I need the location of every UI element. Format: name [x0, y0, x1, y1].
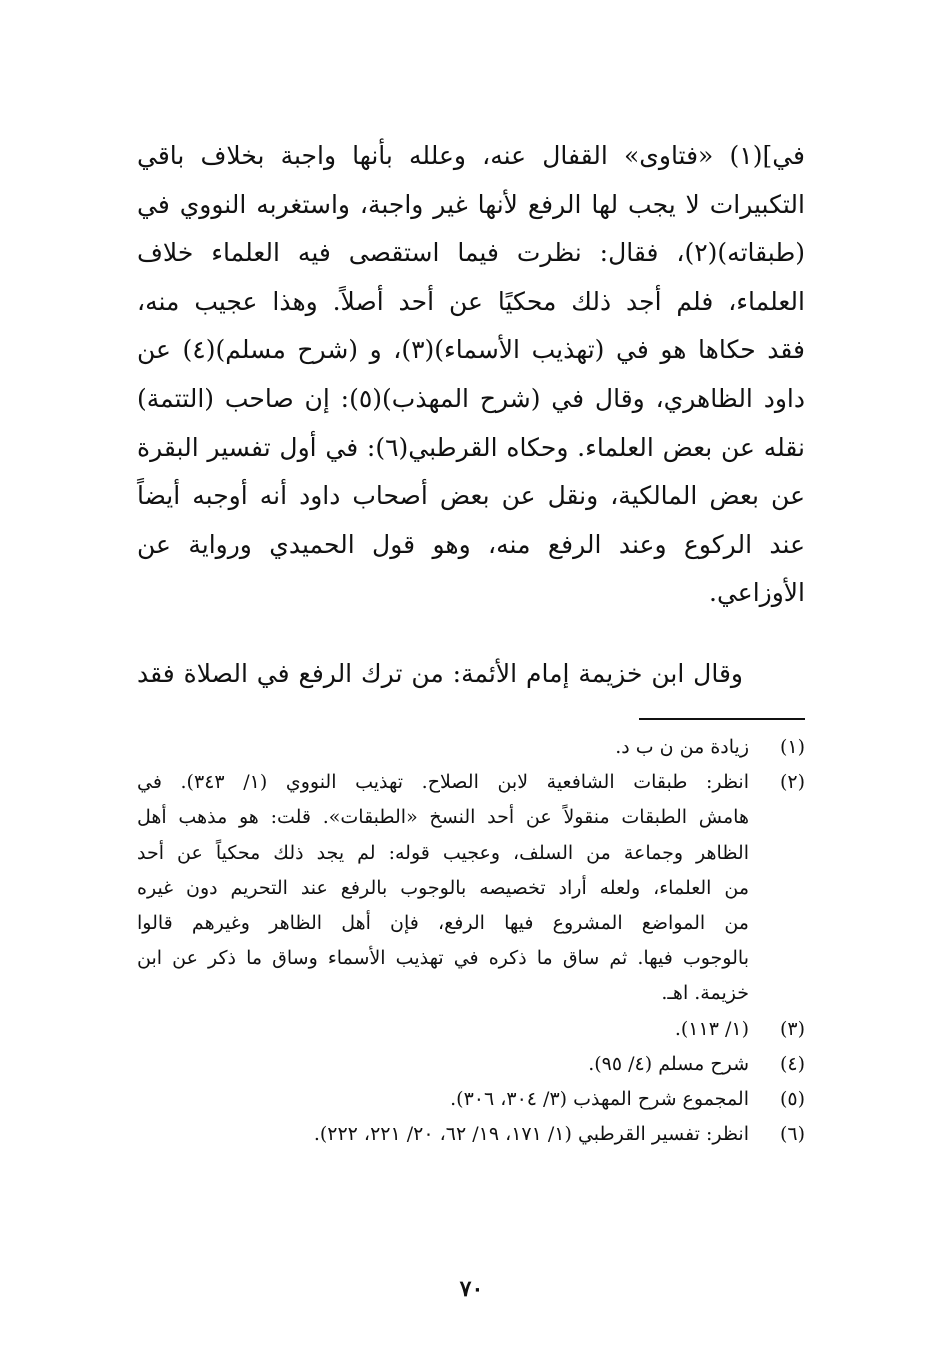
footnote-number: (٥): [779, 1087, 805, 1110]
footnote-4: [137, 1047, 805, 1082]
footnote-line: انظر: طبقات الشافعية لابن الصلاح. تهذيب النووي (١/ ٣٤٣). في: [137, 771, 749, 794]
body-line: داود الظاهري، وقال في (شرح المهذب)(٥): إن صاحب (التتمة): [137, 383, 805, 413]
main-body-text: [137, 132, 805, 618]
footnote-line: زيادة من ن ب د.: [615, 736, 749, 758]
footnote-line: هامش الطبقات منقولاً عن أحد النسخ «الطبقات». قلت: هو مذهب أهل: [137, 806, 749, 829]
body-line: (طبقاته)(٢)، فقال: نظرت فيما استقصى فيه العلماء خلاف: [137, 238, 805, 268]
footnote-line: المجموع شرح المهذب (٣/ ٣٠٤، ٣٠٦).: [450, 1087, 749, 1110]
footnote-number: (٢): [779, 771, 805, 794]
footnote-1: [137, 730, 805, 765]
body-line: في](١) «فتاوى» القفال عنه، وعلله بأنها واجبة بخلاف باقي: [137, 141, 805, 170]
footnote-5: [137, 1082, 805, 1117]
footnote-line: الظاهر وجماعة من السلف، وعجيب قوله: لم يجد ذلك محكياً عن أحد: [137, 841, 749, 864]
footnote-number: (١): [779, 736, 805, 758]
body-line: نقله عن بعض العلماء. وحكاه القرطبي(٦): في أول تفسير البقرة: [137, 432, 806, 462]
footnote-separator: [639, 718, 805, 720]
footnote-number: (٣): [779, 1017, 805, 1040]
footnote-line: (١/ ١١٣).: [674, 1017, 749, 1040]
footnote-number: (٦): [779, 1123, 805, 1146]
footnote-line: من العلماء، ولعله أراد تخصيصه بالوجوب بالرفع عند التحريم دون غيره: [137, 876, 749, 899]
footnote-line: بالوجوب فيها. ثم ساق ما ذكره في تهذيب الأسماء وساق ما ذكر عن ابن: [137, 947, 749, 970]
footnotes-section: [137, 730, 805, 1152]
body-line: عند الركوع وعند الرفع منه، وهو قول الحميدي ورواية عن: [137, 529, 805, 559]
second-paragraph: [137, 650, 743, 699]
body-line: التكبيرات لا يجب لها الرفع لأنها غير واجبة، واستغربه النووي في: [137, 189, 805, 219]
footnote-3: [137, 1012, 805, 1047]
footnote-number: (٤): [779, 1052, 805, 1075]
body-line: العلماء، فلم أجد ذلك محكيًا عن أحد أصلاً. وهذا عجيب منه،: [137, 286, 805, 316]
footnote-line: انظر: تفسير القرطبي (١/ ١٧١، ١٩/ ٦٢، ٢٠/ ٢٢١، ٢٢٢).: [313, 1123, 749, 1146]
footnote-line: خزيمة. اهـ.: [661, 982, 749, 1005]
footnote-2: [137, 765, 805, 1011]
body-line: عن بعض المالكية، ونقل عن بعض أصحاب داود أنه أوجبه أيضاً: [137, 481, 805, 511]
footnote-6: [137, 1117, 805, 1152]
footnote-line: من المواضع المشروع فيها الرفع، فإن أهل الظاهر وغيرهم قالوا: [137, 911, 749, 934]
page-number: ٧٠: [459, 1276, 484, 1302]
body-line: فقد حكاها هو في (تهذيب الأسماء)(٣)، و (شرح مسلم)(٤) عن: [137, 335, 805, 365]
body-line: الأوزاعي.: [709, 578, 805, 608]
footnote-line: شرح مسلم (٤/ ٩٥).: [588, 1052, 749, 1075]
body-line: وقال ابن خزيمة إمام الأئمة: من ترك الرفع في الصلاة فقد: [137, 659, 743, 688]
